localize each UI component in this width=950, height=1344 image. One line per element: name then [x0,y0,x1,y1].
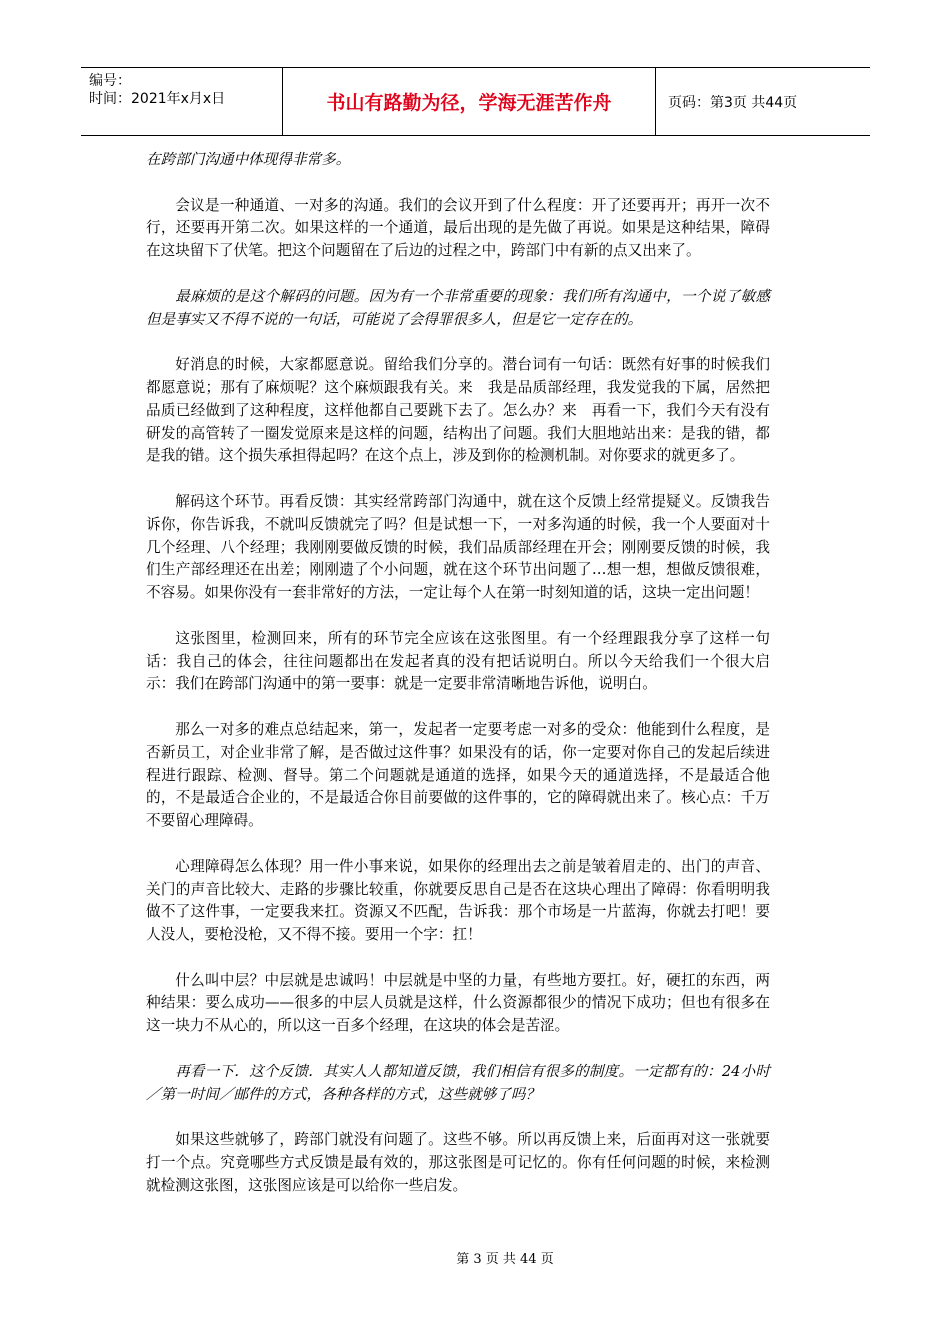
paragraph-3: 最麻烦的是这个解码的问题。因为有一个非常重要的现象：我们所有沟通中，一个说了敏感但是事实又不得不说的一句话，可能说了会得罪很多人，但是它一定存在的。 [146,287,770,328]
paragraph-8: 心理障碍怎么体现？用一件小事来说，如果你的经理出去之前是皱着眉走的、出门的声音、关门的声音比较大、走路的步骤比较重，你就要反思自己是否在这块心理出了障碍：你看明明我做不了这件事，一定要我来扛。资源又不匹配，告诉我：那个市场是一片蓝海，你就去打吧！要人没人，要枪没枪，又不得不接。要用一个字：扛！ [146,857,770,944]
paragraph-10: 再看一下．这个反馈．其实人人都知道反馈，我们相信有很多的制度。一定都有的：24小时／第一时间／邮件的方式，各种各样的方式，这些就够了吗？ [146,1062,770,1103]
time-label: 时间：2021年x月x日 [89,91,226,107]
document-body [146,149,770,1220]
paragraph-6: 这张图里，检测回来，所有的环节完全应该在这张图里。有一个经理跟我分享了这样一句话：我自己的体会，往往问题都出在发起者真的没有把话说明白。所以今天给我们一个很大启示：我们在跨部门沟通中的第一要事：就是一定要非常清晰地告诉他，说明白。 [146,629,770,693]
paragraph-1: 在跨部门沟通中体现得非常多。 [146,151,351,168]
paragraph-2: 会议是一种通道、一对多的沟通。我们的会议开到了什么程度：开了还要再开；再开一次不行，还要再开第二次。如果这样的一个通道，最后出现的是先做了再说。如果是这种结果，障碍在这块留下了伏笔。把这个问题留在了后边的过程之中，跨部门中有新的点又出来了。 [146,196,770,260]
page-header [81,67,870,136]
paragraph-7: 那么一对多的难点总结起来，第一，发起者一定要考虑一对多的受众：他能到什么程度，是否新员工，对企业非常了解，是否做过这件事？如果没有的话，你一定要对你自己的发起后续进程进行跟踪、检测、督导。第二个问题就是通道的选择，如果今天的通道选择，不是最适合他的，不是最适合企业的，不是最适合你目前要做的这件事的，它的障碍就出来了。核心点：千万不要留心理障碍。 [146,720,770,830]
paragraph-11: 如果这些就够了，跨部门就没有问题了。这些不够。所以再反馈上来，后面再对这一张就要打一个点。究竟哪些方式反馈是最有效的，那这张图是可记忆的。你有任何问题的时候，来检测就检测这张图，这张图应该是可以给你一些启发。 [146,1131,770,1194]
paragraph-5: 解码这个环节。再看反馈：其实经常跨部门沟通中，就在这个反馈上经常提疑义。反馈我告诉你，你告诉我，不就叫反馈就完了吗？但是试想一下，一对多沟通的时候，我一个人要面对十几个经理、八个经理；我刚刚要做反馈的时候，我们品质部经理在开会；刚刚要反馈的时候，我们生产部经理还在出差；刚刚遗了个小问题，就在这个环节出问题了…想一想，想做反馈很难，不容易。如果你没有一套非常好的方法，一定让每个人在第一时刻知道的话，这块一定出问题！ [146,492,770,602]
header-meta [81,68,283,135]
header-motto: 书山有路勤为径，学海无涯苦作舟 [283,68,656,135]
paragraph-4: 好消息的时候，大家都愿意说。留给我们分享的。潜台词有一句话：既然有好事的时候我们都愿意说；那有了麻烦呢？这个麻烦跟我有关。来 我是品质部经理，我发觉我的下属，居然把品质已经做到了这种程度，这样他都自己要跳下去了。怎么办？来 再看一下，我们今天有没有研发的高管转了一圈发觉原来是这样的问题，结构出了问题。我们大胆地站出来：是我的错，都是我的错。这个损失承担得起吗？在这个点上，涉及到你的检测机制。对你要求的就更多了。 [146,356,770,465]
paragraph-9: 什么叫中层？中层就是忠诚吗！中层就是中坚的力量，有些地方要扛。好，硬扛的东西，两种结果：要么成功——很多的中层人员就是这样，什么资源都很少的情况下成功；但也有很多在这一块力不从心的，所以这一百多个经理，在这块的体会是苦涩。 [146,971,770,1035]
page-footer: 第 3 页 共 44 页 [456,1252,554,1267]
header-page-number: 页码：第3页 共44页 [668,94,798,111]
code-label: 编号： [89,73,131,89]
